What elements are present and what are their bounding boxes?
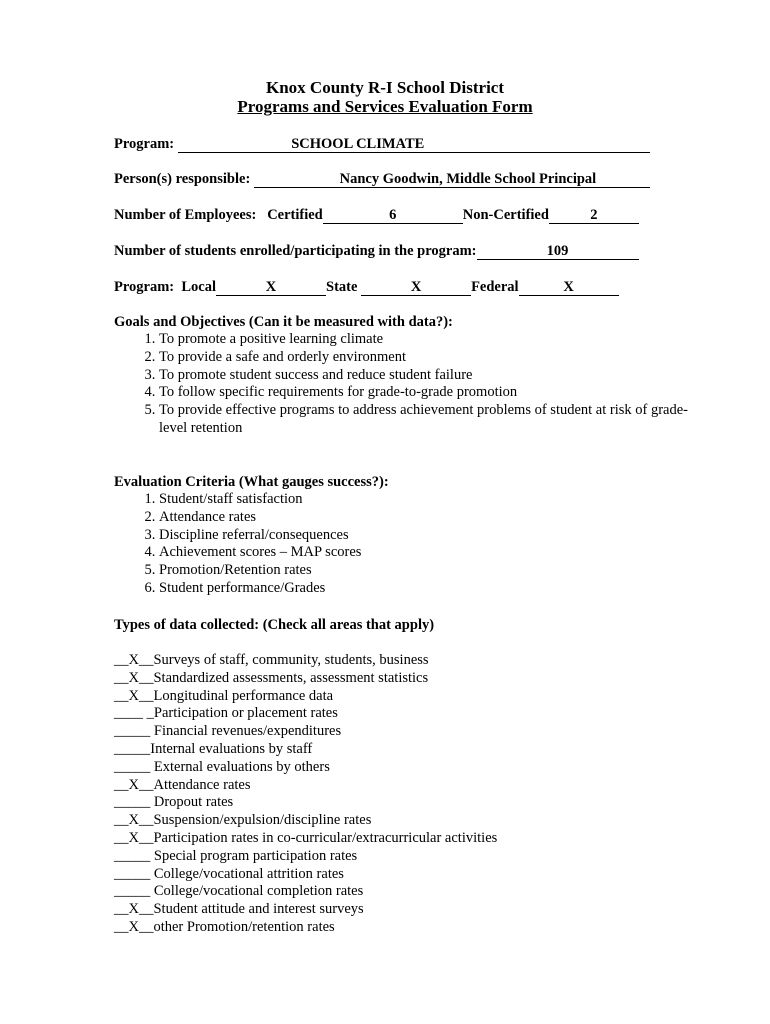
district-title: Knox County R-I School District [265, 78, 504, 97]
responsible-blank-end [604, 172, 650, 188]
form-title-text: Programs and Services Evaluation Form [237, 97, 533, 116]
data-type-item: _____ College/vocational attrition rates [114, 865, 344, 882]
criteria-item: 5. Promotion/Retention rates [159, 562, 699, 580]
data-type-item: __X__Standardized assessments, assessment statistics [114, 669, 429, 686]
goal-item: 5. To provide effective programs to address achievement problems of student at risk of grade-level retention [159, 402, 699, 438]
criteria-item: 3. Discipline referral/consequences [159, 527, 699, 545]
federal-label: Federal [471, 279, 519, 295]
certified-label: Certified [267, 207, 323, 223]
criteria-item: 6. Student performance/Grades [159, 580, 699, 598]
data-type-item: __X__Participation rates in co-curricular/extracurricular activities [114, 829, 498, 846]
program-label: Program: [114, 136, 175, 152]
goal-item: 2. To provide a safe and orderly environment [159, 349, 699, 367]
criteria-list [114, 491, 699, 598]
students-row [114, 243, 639, 260]
data-type-item: ____ _Participation or placement rates [114, 705, 338, 722]
program-row [114, 136, 650, 153]
data-type-item: _____ College/vocational completion rates [114, 883, 364, 900]
form-title [0, 97, 770, 117]
employees-row [114, 207, 639, 224]
criteria-item: 1. Student/staff satisfaction [159, 491, 699, 509]
data-type-item: _____ Special program participation rates [114, 847, 358, 864]
criteria-item: 2. Attendance rates [159, 509, 699, 527]
data-types-heading: Types of data collected: (Check all areas that apply) [114, 617, 435, 633]
noncertified-value: 2 [549, 208, 639, 224]
noncertified-label: Non-Certified [462, 207, 549, 223]
goal-item: 1. To promote a positive learning climate [159, 331, 699, 349]
data-type-item: _____Internal evaluations by staff [114, 740, 313, 757]
data-type-item: _____ Financial revenues/expenditures [114, 723, 342, 740]
data-type-item: __X__Surveys of staff, community, students, business [114, 652, 429, 668]
students-value: 109 [477, 244, 639, 260]
responsible-value: Nancy Goodwin, Middle School Principal [332, 172, 604, 188]
data-type-item: __X__Longitudinal performance data [114, 687, 334, 704]
program-blank-end [430, 137, 650, 153]
data-type-item: __X__Attendance rates [114, 776, 251, 793]
data-type-item: __X__other Promotion/retention rates [114, 918, 335, 935]
state-value: X [361, 280, 471, 296]
students-label: Number of students enrolled/participating in the program: [114, 243, 477, 259]
data-type-item: __X__Student attitude and interest surveys [114, 901, 364, 918]
program-type-row [114, 279, 619, 296]
certified-value: 6 [323, 208, 463, 224]
data-type-item: _____ Dropout rates [114, 794, 234, 811]
program-type-label: Program: [114, 279, 175, 295]
criteria-heading: Evaluation Criteria (What gauges success?): [114, 474, 389, 490]
state-label: State [326, 279, 358, 295]
data-type-item: _____ External evaluations by others [114, 758, 330, 775]
data-type-item: __X__Suspension/expulsion/discipline rates [114, 812, 372, 829]
program-blank [178, 137, 286, 153]
data-types-list [114, 652, 497, 937]
goal-item: 4. To follow specific requirements for grade-to-grade promotion [159, 384, 699, 402]
criteria-item: 4. Achievement scores – MAP scores [159, 544, 699, 562]
program-value: SCHOOL CLIMATE [286, 137, 430, 153]
goals-list [114, 331, 699, 438]
goal-item: 3. To promote student success and reduce student failure [159, 367, 699, 385]
employees-label: Number of Employees: [114, 207, 257, 223]
responsible-label: Person(s) responsible: [114, 171, 251, 187]
goals-heading: Goals and Objectives (Can it be measured with data?): [114, 314, 453, 330]
responsible-row [114, 171, 650, 188]
local-label: Local [181, 279, 217, 295]
responsible-blank [254, 172, 332, 188]
federal-value: X [519, 280, 619, 296]
local-value: X [216, 280, 326, 296]
